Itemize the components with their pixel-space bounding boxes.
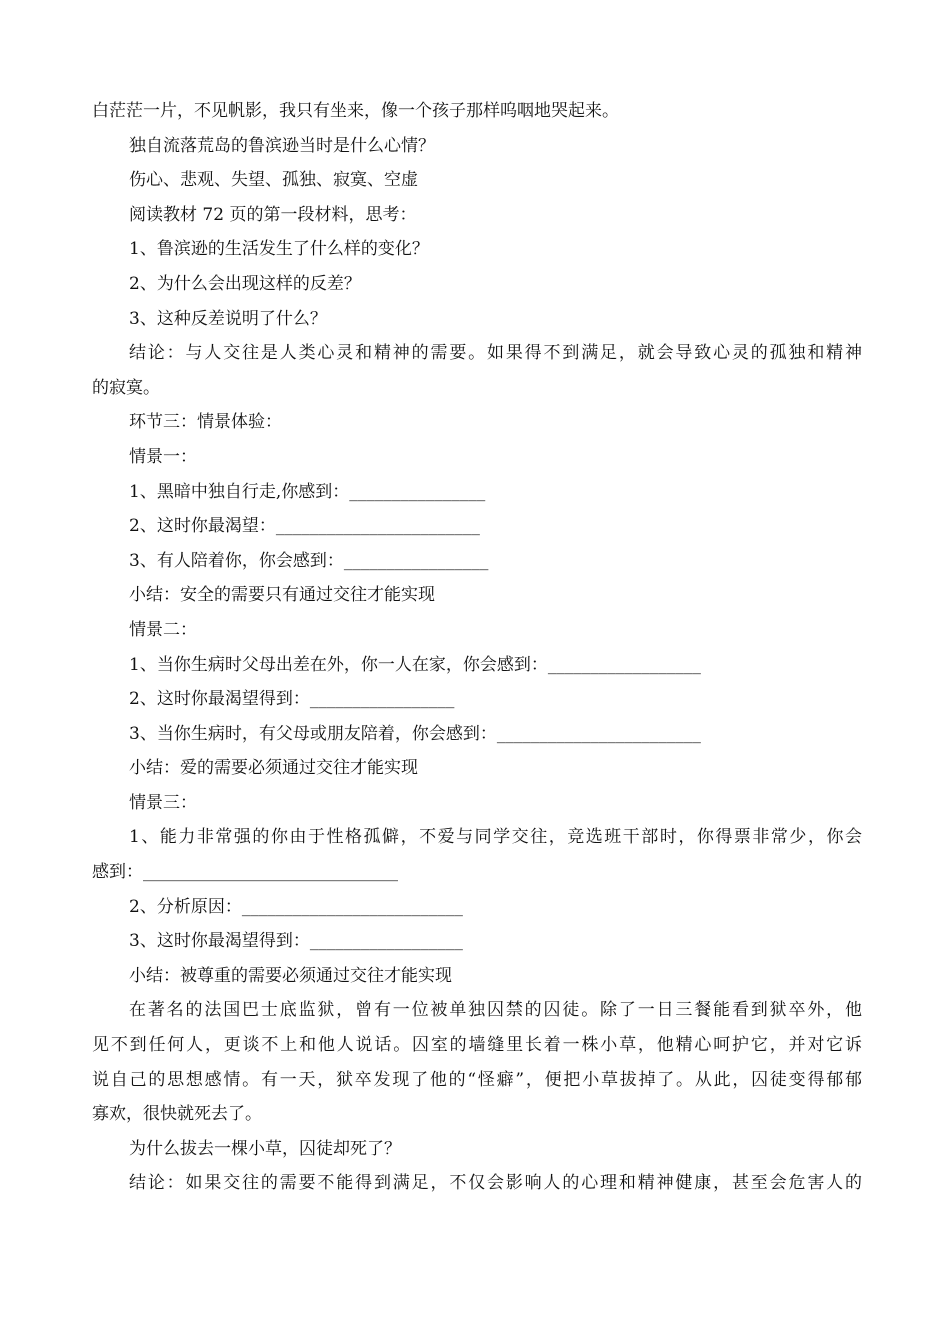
text-line: 小结：被尊重的需要必须通过交往才能实现 bbox=[129, 965, 452, 986]
text-line: 情景一： bbox=[129, 446, 197, 467]
text-line: 白茫茫一片，不见帆影，我只有坐来，像一个孩子那样呜咽地哭起来。 bbox=[92, 101, 619, 121]
text-line: 3、有人陪着你，你会感到：_________________ bbox=[129, 550, 489, 571]
text-line: 情景二： bbox=[129, 619, 197, 640]
text-line: 1、黑暗中独自行走,你感到：________________ bbox=[129, 481, 486, 502]
text-line: 为什么拔去一棵小草，囚徒却死了？ bbox=[129, 1138, 401, 1159]
text-line: 2、分析原因：__________________________ bbox=[129, 896, 463, 917]
text-line: 1、当你生病时父母出差在外，你一人在家，你会感到：__________________ bbox=[129, 654, 701, 675]
text-line: 结论：如果交往的需要不能得到满足，不仅会影响人的心理和精神健康，甚至会危害人的 bbox=[129, 1173, 862, 1194]
text-line: 3、当你生病时，有父母或朋友陪着，你会感到：________________________ bbox=[129, 723, 701, 744]
text-line: 小结：爱的需要必须通过交往才能实现 bbox=[129, 758, 418, 779]
text-line: 2、这时你最渴望得到：_________________ bbox=[129, 689, 455, 710]
text-line: 的寂寞。 bbox=[92, 377, 160, 398]
text-line: 小结：安全的需要只有通过交往才能实现 bbox=[129, 585, 435, 606]
text-line: 2、为什么会出现这样的反差？ bbox=[129, 273, 361, 294]
text-line: 感到：______________________________ bbox=[92, 862, 398, 883]
text-line: 3、这种反差说明了什么？ bbox=[129, 308, 327, 329]
text-line: 情景三： bbox=[129, 792, 197, 813]
text-line: 阅读教材 72 页的第一段材料，思考： bbox=[129, 204, 417, 225]
document-body bbox=[92, 94, 862, 1201]
text-line: 伤心、悲观、失望、孤独、寂寞、空虚 bbox=[129, 170, 418, 191]
text-line: 1、鲁滨逊的生活发生了什么样的变化？ bbox=[129, 239, 429, 260]
text-line: 3、这时你最渴望得到：__________________ bbox=[129, 931, 463, 952]
text-line: 结论：与人交往是人类心灵和精神的需要。如果得不到满足，就会导致心灵的孤独和精神 bbox=[129, 343, 862, 364]
text-line: 环节三：情景体验： bbox=[129, 412, 282, 433]
text-line: 2、这时你最渴望：________________________ bbox=[129, 516, 480, 537]
text-line: 独自流落荒岛的鲁滨逊当时是什么心情？ bbox=[129, 135, 435, 156]
text-line: 寡欢，很快就死去了。 bbox=[92, 1104, 262, 1125]
text-line: 在著名的法国巴士底监狱，曾有一位被单独囚禁的囚徒。除了一日三餐能看到狱卒外，他 bbox=[129, 1000, 862, 1021]
text-line: 说自己的思想感情。有一天，狱卒发现了他的“怪癖”，便把小草拔掉了。从此，囚徒变得郁郁 bbox=[92, 1069, 862, 1090]
text-line: 见不到任何人，更谈不上和他人说话。囚室的墙缝里长着一株小草，他精心呵护它，并对它诉 bbox=[92, 1035, 862, 1056]
text-line: 1、能力非常强的你由于性格孤僻，不爱与同学交往，竞选班干部时，你得票非常少，你会 bbox=[129, 827, 862, 848]
